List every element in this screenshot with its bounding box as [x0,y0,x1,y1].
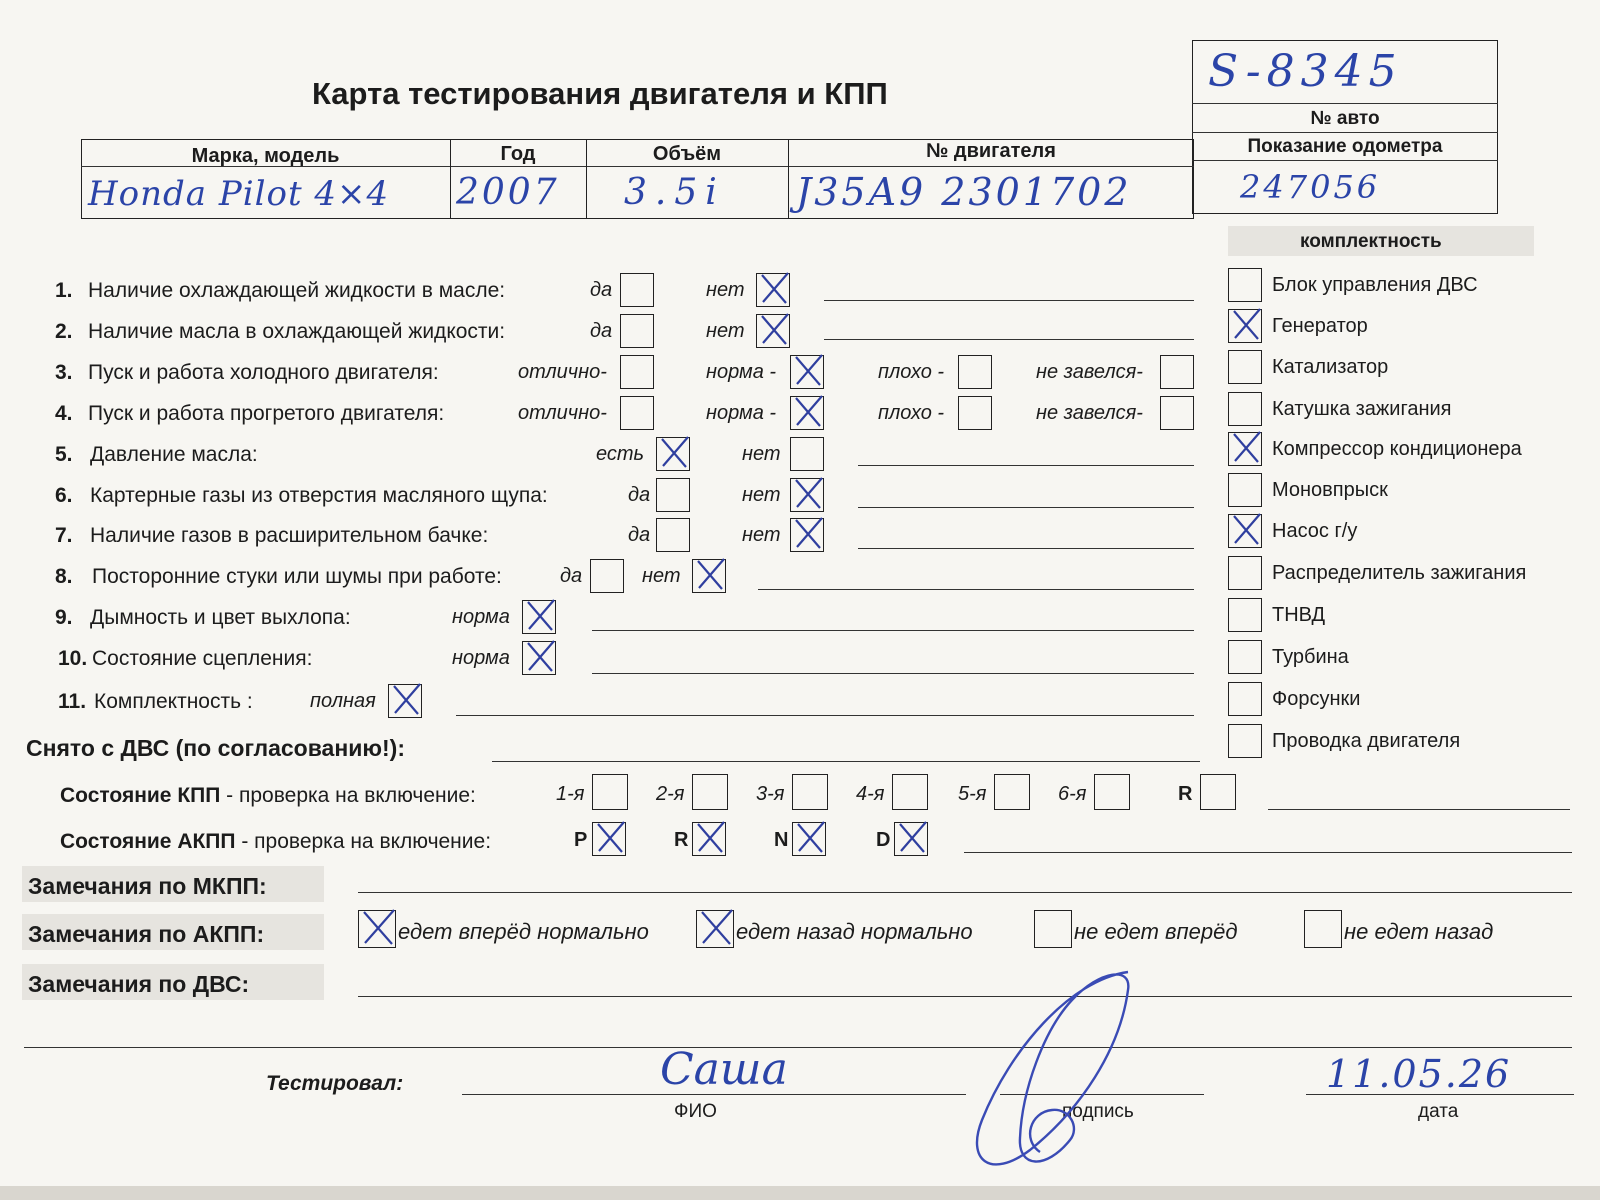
date-caption: дата [1418,1101,1459,1122]
kpp-gear-label: 3-я [756,783,785,805]
check-mark-icon [698,908,736,946]
option-label: не завелся- [1036,402,1143,424]
equipment-checkbox[interactable] [1228,350,1262,384]
tested-label: Тестировал: [266,1072,404,1095]
fio-value: Саша [660,1044,788,1095]
check-mark-icon [792,516,826,550]
item-label: Наличие охлаждающей жидкости в масле: [88,279,506,302]
remarks-dvs-label: Замечания по ДВС: [28,971,250,997]
equipment-checkbox[interactable] [1228,640,1262,674]
kpp-gear-checkbox[interactable] [994,774,1030,810]
akpp-gear-label: N [774,829,789,851]
check-mark-icon [658,435,692,469]
item-label: Пуск и работа прогретого двигателя: [88,402,445,425]
answer-line [858,465,1194,466]
item-number: 5. [55,443,73,466]
akpp-remark-label: едет назад нормально [736,919,973,944]
equipment-label: Проводка двигателя [1272,730,1461,752]
item-label: Дымность и цвет выхлопа: [90,606,351,629]
check-mark-icon [694,557,728,591]
remarks-mkpp-label: Замечания по МКПП: [28,873,267,899]
date-value: 11.05.26 [1326,1052,1512,1096]
option-label: нет [642,565,681,587]
option-checkbox[interactable] [958,355,992,389]
item-number: 1. [55,279,73,302]
option-label: нет [742,484,781,506]
akpp-remark-label: не едет назад [1344,919,1494,944]
item-number: 11. [58,690,87,713]
option-label: норма [452,606,510,628]
equipment-checkbox[interactable] [1228,682,1262,716]
equipment-checkbox[interactable] [1228,268,1262,302]
item-number: 8. [55,565,73,588]
check-mark-icon [792,394,826,428]
equipment-checkbox[interactable] [1228,598,1262,632]
option-label: да [628,484,651,506]
item-number: 4. [55,402,73,425]
option-checkbox[interactable] [620,273,654,307]
kpp-label: Состояние КПП - проверка на включение: [60,784,476,807]
item-number: 10. [58,647,88,670]
avto-label: № авто [1310,108,1380,129]
header-make-model: Марка, модель [191,145,340,167]
kpp-gear-label: R [1178,783,1193,805]
kpp-gear-label: 6-я [1058,783,1087,805]
kpp-gear-label: 1-я [556,783,585,805]
answer-line [592,630,1194,631]
option-checkbox[interactable] [656,518,690,552]
item-label: Состояние сцепления: [92,647,313,670]
kpp-gear-checkbox[interactable] [692,774,728,810]
answer-line [858,548,1194,549]
equipment-checkbox[interactable] [1228,473,1262,507]
akpp-remark-checkbox[interactable] [1304,910,1342,948]
signature-drawing [960,960,1200,1180]
header-volume: Объём [652,143,722,165]
option-label: полная [310,690,376,712]
option-label: норма - [706,361,777,383]
check-mark-icon [1230,307,1264,341]
answer-line [456,715,1194,716]
equipment-label: Катушка зажигания [1272,398,1452,420]
equipment-checkbox[interactable] [1228,556,1262,590]
item-number: 3. [55,361,73,384]
option-label: нет [706,320,745,342]
check-mark-icon [896,820,930,854]
check-mark-icon [360,908,398,946]
option-label: плохо - [878,402,945,424]
item-label: Посторонние стуки или шумы при работе: [92,565,502,588]
option-checkbox[interactable] [620,396,654,430]
akpp-gear-label: P [574,829,588,851]
akpp-remark-checkbox[interactable] [1034,910,1072,948]
check-mark-icon [1230,430,1264,464]
answer-line [858,507,1194,508]
kpp-gear-checkbox[interactable] [892,774,928,810]
akpp-remark-label: не едет вперёд [1074,919,1238,944]
check-mark-icon [792,476,826,510]
odometer-label: Показание одометра [1247,136,1443,157]
option-label: норма [452,647,510,669]
option-label: да [560,565,583,587]
equipment-label: Генератор [1272,315,1368,337]
option-checkbox[interactable] [958,396,992,430]
equipment-label: Моновпрыск [1272,479,1388,501]
item-label: Картерные газы из отверстия масляного щупа: [90,484,548,507]
answer-line [758,589,1194,590]
page-title: Карта тестирования двигателя и КПП [312,76,888,111]
equipment-label: Насос г/у [1272,520,1358,542]
check-mark-icon [594,820,628,854]
header-engine-no: № двигателя [926,140,1056,162]
akpp-label: Состояние АКПП - проверка на включение: [60,830,492,853]
equipment-label: Форсунки [1272,688,1361,710]
option-checkbox[interactable] [620,314,654,348]
kpp-gear-checkbox[interactable] [592,774,628,810]
item-label: Комплектность : [94,690,253,713]
equipment-checkbox[interactable] [1228,392,1262,426]
check-mark-icon [390,682,424,716]
option-label: плохо - [878,361,945,383]
value-engine-no: J35A9 2301702 [796,170,1132,214]
equipment-label: Компрессор кондиционера [1272,438,1522,460]
equipment-label: Турбина [1272,646,1349,668]
removed-label: Снято с ДВС (по согласованию!): [26,735,405,761]
equipment-label: Блок управления ДВС [1272,274,1478,296]
item-label: Пуск и работа холодного двигателя: [88,361,439,384]
option-checkbox[interactable] [590,559,624,593]
option-label: да [590,279,613,301]
item-label: Наличие масла в охлаждающей жидкости: [88,320,506,343]
option-checkbox[interactable] [620,355,654,389]
check-mark-icon [758,271,792,305]
item-number: 2. [55,320,73,343]
kpp-gear-label: 4-я [856,783,885,805]
item-number: 6. [55,484,73,507]
fio-caption: ФИО [674,1101,717,1122]
check-mark-icon [524,639,558,673]
equipment-label: Распределитель зажигания [1272,562,1527,584]
kpp-gear-label: 5-я [958,783,987,805]
odometer-value: 247056 [1240,168,1381,206]
kpp-gear-label: 2-я [656,783,685,805]
option-label: нет [742,524,781,546]
check-mark-icon [1230,512,1264,546]
check-mark-icon [694,820,728,854]
answer-line [824,300,1194,301]
doc-number: S-8345 [1208,46,1403,97]
signature-caption: подпись [1062,1101,1134,1122]
akpp-remark-label: едет вперёд нормально [398,919,649,944]
item-number: 7. [55,524,73,547]
option-checkbox[interactable] [1160,396,1194,430]
check-mark-icon [758,312,792,346]
value-volume: 3.5i [624,172,725,213]
equipment-title: комплектность [1300,231,1442,252]
item-label: Давление масла: [90,443,258,466]
option-checkbox[interactable] [790,437,824,471]
akpp-gear-label: R [674,829,689,851]
option-checkbox[interactable] [656,478,690,512]
option-label: нет [742,443,781,465]
kpp-gear-checkbox[interactable] [1094,774,1130,810]
equipment-checkbox[interactable] [1228,724,1262,758]
item-number: 9. [55,606,73,629]
equipment-label: Катализатор [1272,356,1389,378]
answer-line [592,673,1194,674]
option-label: норма - [706,402,777,424]
check-mark-icon [794,820,828,854]
option-label: отлично- [518,361,607,383]
check-mark-icon [792,353,826,387]
kpp-gear-checkbox[interactable] [792,774,828,810]
header-year: Год [500,143,536,165]
answer-line [824,339,1194,340]
akpp-gear-label: D [876,829,891,851]
equipment-label: ТНВД [1272,604,1326,626]
remarks-akpp-label: Замечания по АКПП: [28,921,265,947]
option-label: да [590,320,613,342]
option-label: нет [706,279,745,301]
kpp-gear-checkbox[interactable] [1200,774,1236,810]
option-label: отлично- [518,402,607,424]
option-label: да [628,524,651,546]
check-mark-icon [524,598,558,632]
option-label: не завелся- [1036,361,1143,383]
value-make-model: Honda Pilot 4×4 [88,174,390,214]
item-label: Наличие газов в расширительном бачке: [90,524,489,547]
option-checkbox[interactable] [1160,355,1194,389]
value-year: 2007 [456,172,560,213]
option-label: есть [596,443,645,465]
